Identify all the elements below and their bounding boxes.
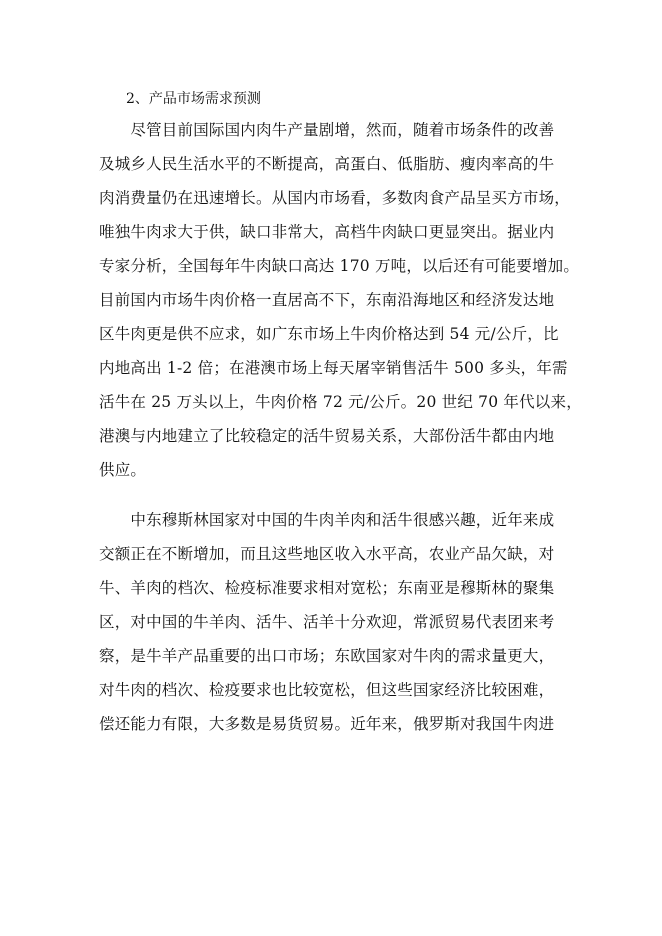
paragraph-line: 交额正在不断增加，而且这些地区收入水平高，农业产品欠缺，对: [99, 545, 555, 563]
paragraph-line: 内地高出 1-2 倍；在港澳市场上每天屠宰销售活牛 500 多头，年需: [99, 359, 568, 377]
paragraph-line: 唯独牛肉求大于供，缺口非常大，高档牛肉缺口更显突出。据业内: [99, 223, 555, 241]
paragraph-line: 尽管目前国际国内肉牛产量剧增，然而，随着市场条件的改善: [99, 121, 555, 139]
paragraph-line: 区牛肉更是供不应求，如广东市场上牛肉价格达到 54 元/公斤，比: [99, 325, 559, 343]
paragraph-line: 偿还能力有限，大多数是易货贸易。近年来，俄罗斯对我国牛肉进: [99, 715, 555, 733]
paragraph-line: 牛、羊肉的档次、检疫标准要求相对宽松；东南亚是穆斯林的聚集: [99, 579, 555, 597]
paragraph-line: 港澳与内地建立了比较稳定的活牛贸易关系，大部份活牛都由内地: [99, 427, 555, 445]
paragraph-line: 察，是牛羊产品重要的出口市场；东欧国家对牛肉的需求量更大，: [99, 647, 555, 665]
paragraph-line: 区，对中国的牛羊肉、活牛、活羊十分欢迎，常派贸易代表团来考: [99, 613, 555, 631]
paragraph-line: 及城乡人民生活水平的不断提高，高蛋白、低脂肪、瘦肉率高的牛: [99, 155, 555, 173]
paragraph-line: 供应。: [99, 461, 147, 479]
paragraph-line: 目前国内市场牛肉价格一直居高不下，东南沿海地区和经济发达地: [99, 291, 555, 309]
paragraph-line: 活牛在 25 万头以上，牛肉价格 72 元/公斤。20 世纪 70 年代以来，: [99, 393, 582, 411]
section-heading: 2、产品市场需求预测: [126, 91, 261, 107]
paragraph-line: 对牛肉的档次、检疫要求也比较宽松，但这些国家经济比较困难，: [99, 681, 555, 699]
paragraph-line: 中东穆斯林国家对中国的牛肉羊肉和活牛很感兴趣，近年来成: [99, 511, 555, 529]
paragraph-line: 肉消费量仍在迅速增长。从国内市场看，多数肉食产品呈买方市场，: [99, 189, 571, 207]
paragraph-line: 专家分析，全国每年牛肉缺口高达 170 万吨，以后还有可能要增加。: [99, 257, 580, 275]
